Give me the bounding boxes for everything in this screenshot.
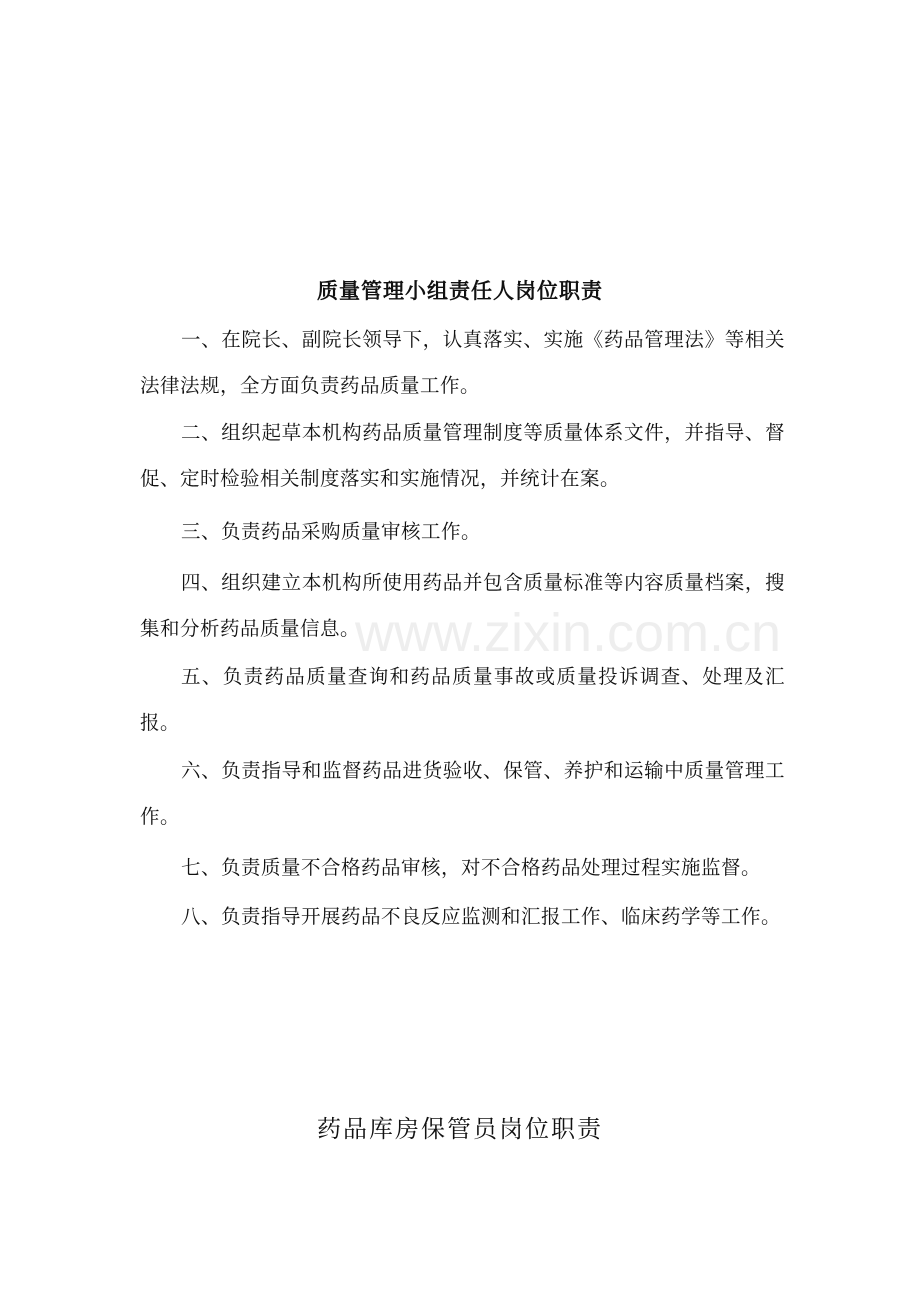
duty-paragraph-4: 四、组织建立本机构所使用药品并包含质量标准等内容质量档案，搜集和分析药品质量信息。 [140, 571, 785, 640]
duty-paragraph-6: 六、负责指导和监督药品进货验收、保管、养护和运输中质量管理工作。 [140, 759, 785, 828]
duty-paragraph-7: 七、负责质量不合格药品审核，对不合格药品处理过程实施监督。 [181, 856, 762, 879]
duty-paragraph-1: 一、在院长、副院长领导下，认真落实、实施《药品管理法》等相关法律法规，全方面负责药品质量工作。 [140, 328, 785, 397]
watermark: www.zixin.com.cn [355, 603, 782, 663]
duty-paragraph-5: 五、负责药品质量查询和药品质量事故或质量投诉调查、处理及汇报。 [140, 665, 785, 734]
second-section-title: 药品库房保管员岗位职责 [317, 1115, 603, 1143]
duty-paragraph-2: 二、组织起草本机构药品质量管理制度等质量体系文件，并指导、督促、定时检验相关制度落实和实施情况，并统计在案。 [140, 421, 785, 490]
document-title: 质量管理小组责任人岗位职责 [317, 278, 603, 303]
duty-paragraph-8: 八、负责指导开展药品不良反应监测和汇报工作、临床药学等工作。 [181, 905, 782, 928]
duty-paragraph-3: 三、负责药品采购质量审核工作。 [181, 520, 482, 543]
